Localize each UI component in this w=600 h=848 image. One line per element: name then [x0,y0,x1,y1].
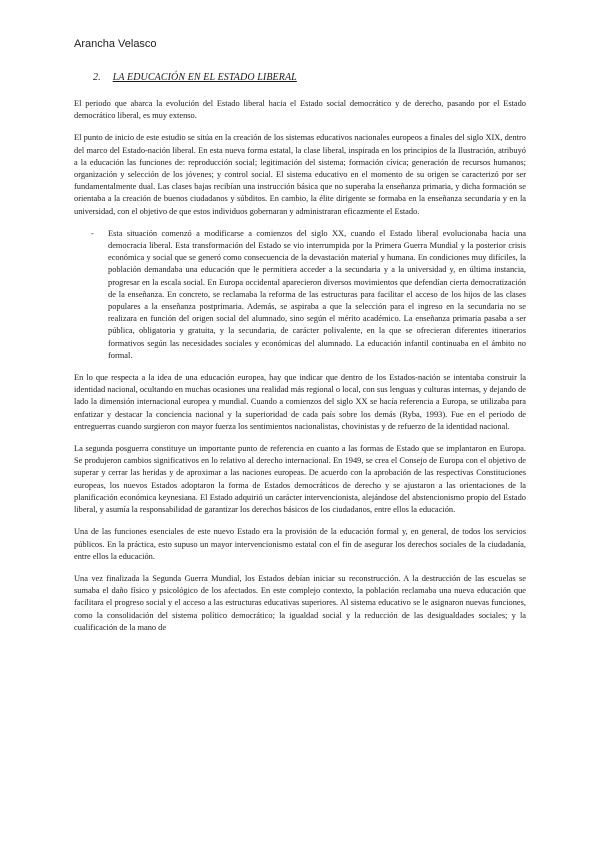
section-number: 2. [93,72,101,83]
section-heading [93,72,526,83]
paragraph-postwar: La segunda posguerra constituye un importante punto de referencia en cuanto a las formas de Estado que se implantaron en Europa. Se produjeron cambios significativos en lo relativo al derecho internacional. En 1949, se crea el Consejo de Europa con el objetivo de superar y cerrar las heridas y de aproximar a las naciones europeas. De acuerdo con la aprobación de las respectivas Constituciones europeas, los nuevos Estados adoptaron la forma de Estados democráticos de derecho y se ajustaron a las orientaciones de la planificación económica keynesiana. El Estado adquirió un carácter intervencionista, alejándose del abstencionismo propio del Estado liberal, y asumía la responsabilidad de garantizar los derechos básicos de los ciudadanos, entre ellos la educación. [74,444,526,515]
section-title: LA EDUCACIÓN EN EL ESTADO LIBERAL [112,72,297,83]
bullet-text: Esta situación comenzó a modificarse a comienzos del siglo XX, cuando el Estado liberal evolucionaba hacia una democracia liberal. Esta transformación del Estado se vio interrumpida por la Primera Guerra Mundial y la posterior crisis económica y social que se generó como consecuencia de la devastación material y humana. En condiciones muy difíciles, la población demandaba una educación que le permitiera acceder a la secundaria y a la universidad y, en última instancia, progresar en la escala social. En Europa occidental aparecieron diversos movimientos que defendían cierta democratización de la enseñanza. En concreto, se reclamaba la reforma de las estructuras para facilitar el acceso de los hijos de las clases populares a la enseñanza postprimaria. Además, se aspiraba a que la selección para el ingreso en la secundaria no se realizara en función del origen social del alumnado, sino según el mérito académico. La enseñanza primaria pasaba a ser pública, obligatoria y gratuita, y la secundaria, de carácter polivalente, en la que se ofrecieran diferentes itinerarios formativos según las necesidades sociales y económicas del alumnado. La educación infantil continuaba en el ámbito no formal. [108,228,526,360]
paragraph-reconstruction: Una vez finalizada la Segunda Guerra Mundial, los Estados debían iniciar su reconstrucción. A la destrucción de las escuelas se sumaba el daño físico y psicológico de los afectados. En este complejo contexto, la población reclamaba una nueva educación que facilitara el progreso social y el acceso a las estructuras educativas superiores. Al sistema educativo se le asignaron nuevas funciones, como la consolidación del sistema político democrático; la igualdad social y la reducción de las desigualdades sociales; y la cualificación de la mano de [74,573,526,632]
paragraph-european-education: En lo que respecta a la idea de una educación europea, hay que indicar que dentro de los Estados-nación se intentaba construir la identidad nacional, ocultando en muchas ocasiones una realidad más regional o local, con sus lenguas y culturas internas, y dejando de lado la dimensión internacional europea y mundial. Cuando a comienzos del siglo XX se hacía referencia a Europa, se utilizaba para enfatizar y destacar la conciencia nacional y la superioridad de cada país sobre los demás (Ryba, 1993). Fue en el periodo de entreguerras cuando surgieron con mayor fuerza los sentimientos nacionalistas, chovinistas y de refuerzo de la identidad nacional. [74,373,526,431]
paragraph-origin: El punto de inicio de este estudio se sitúa en la creación de los sistemas educativos nacionales europeos a finales del siglo XIX, dentro del marco del Estado-nación liberal. En esta nueva forma estatal, la clase liberal, inspirada en los principios de la Ilustración, atribuyó a la educación las funciones de: reproducción social; legitimación del sistema; formación cívica; generación de recursos humanos; organización y selección de los jóvenes; y control social. El sistema educativo en el momento de su origen se caracterizó por ser fundamentalmente dual. Las clases bajas recibían una instrucción básica que no superaba la enseñanza primaria, y dicha formación se orientaba a la creación de buenos ciudadanos y súbditos. En cambio, la élite dirigente se formaba en la enseñanza secundaria y en la universidad, con el objetivo de que estos individuos gobernaran y administraran eficazmente el Estado. [74,133,526,216]
paragraph-intro: El periodo que abarca la evolución del Estado liberal hacia el Estado social democrático y de derecho, pasando por el Estado democrático liberal, es muy extenso. [74,99,526,121]
document-body [74,72,526,644]
page-header-author: Arancha Velasco [74,38,157,50]
bullet-item [74,228,526,362]
paragraph-state-functions: Una de las funciones esenciales de este nuevo Estado era la provisión de la educación formal y, en general, de todos los servicios públicos. En la práctica, esto supuso un mayor intervencionismo estatal con el fin de asegurar los derechos sociales de la ciudadanía, entre ellos la educación. [74,527,526,561]
bullet-marker: - [91,228,94,238]
